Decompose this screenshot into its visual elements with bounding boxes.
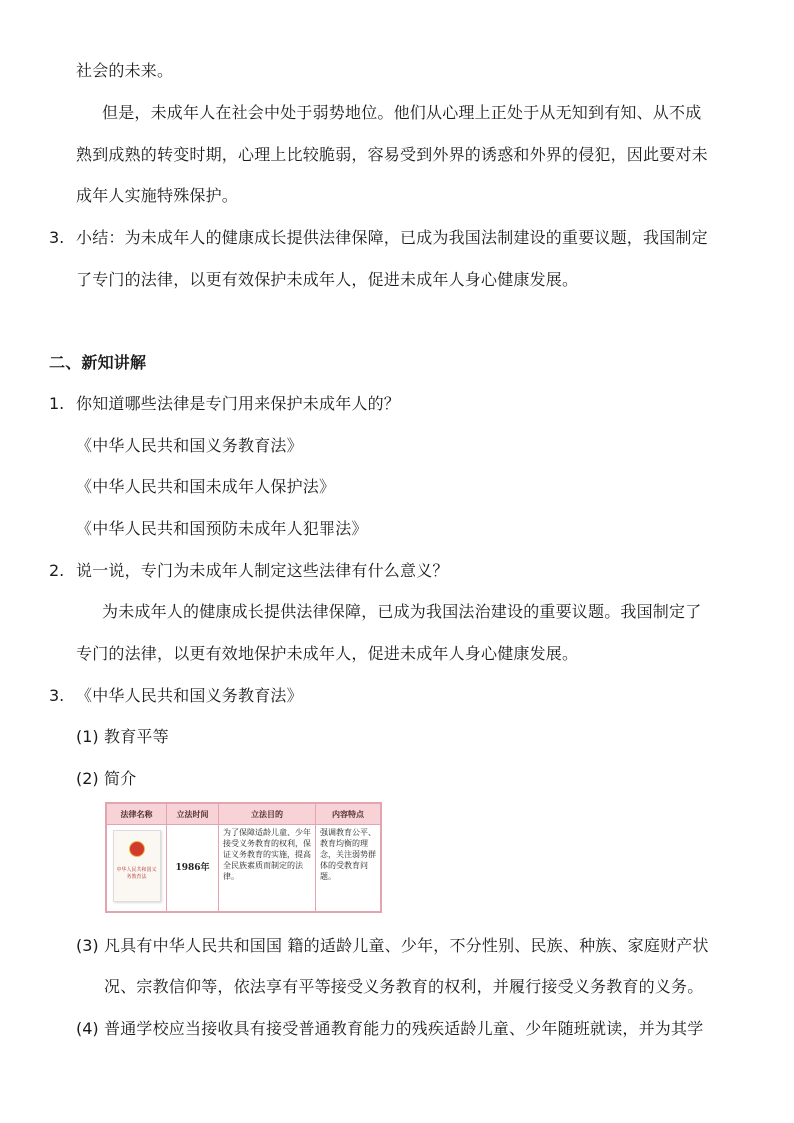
q3-p4-line-1: 普通学校应当接收具有接受普通教育能力的残疾适龄儿童、少年随班就读，并为其学 — [104, 1019, 704, 1038]
table-header-features: 内容特点 — [316, 804, 381, 825]
summary-number: 3. — [49, 228, 65, 247]
table-header-name: 法律名称 — [107, 804, 167, 825]
section-title: 二、新知讲解 — [49, 353, 147, 372]
table-cell-features: 强调教育公平、教育均衡的理念，关注弱势群体的受教育问题。 — [316, 825, 381, 912]
q3-p1-text: 教育平等 — [104, 727, 169, 746]
q3-title: 《中华人民共和国义务教育法》 — [76, 686, 303, 705]
q3-p2-text: 简介 — [104, 769, 137, 788]
q3-p3-number: (3) — [76, 936, 99, 955]
q2-text: 说一说，专门为未成年人制定这些法律有什么意义？ — [76, 561, 449, 580]
law-item: 《中华人民共和国义务教育法》 — [76, 436, 303, 455]
table-cell-book — [107, 825, 167, 912]
q3-p3-line-1: 凡具有中华人民共和国国 籍的适龄儿童、少年，不分性别、民族、种族、家庭财产状 — [104, 936, 709, 955]
q3-p3-line-2: 况、宗教信仰等，依法享有平等接受义务教育的权利，并履行接受义务教育的义务。 — [104, 977, 704, 996]
q2-answer-line-2: 专门的法律，以更有效地保护未成年人，促进未成年人身心健康发展。 — [76, 644, 579, 663]
q2-number: 2. — [49, 561, 65, 580]
law-table-image — [105, 802, 382, 913]
table-header-date: 立法时间 — [167, 804, 219, 825]
intro-line-1: 社会的未来。 — [76, 61, 174, 80]
q2-answer-line-1: 为未成年人的健康成长提供法律保障，已成为我国法治建设的重要议题。我国制定了 — [102, 602, 702, 621]
summary-line-1: 小结：为未成年人的健康成长提供法律保障，已成为我国法制建设的重要议题，我国制定 — [76, 228, 708, 247]
q3-p2-number: (2) — [76, 769, 99, 788]
law-item: 《中华人民共和国预防未成年人犯罪法》 — [76, 519, 368, 538]
intro-line-4: 成年人实施特殊保护。 — [76, 186, 239, 205]
book-title: 中华人民共和国义务教育法 — [116, 867, 157, 880]
q3-p1-number: (1) — [76, 727, 99, 746]
q3-number: 3. — [49, 686, 65, 705]
intro-line-3: 熟到成熟的转变时期，心理上比较脆弱，容易受到外界的诱惑和外界的侵犯，因此要对未 — [76, 145, 708, 164]
q1-text: 你知道哪些法律是专门用来保护未成年人的？ — [76, 394, 401, 413]
law-book-cover — [113, 830, 161, 902]
table-cell-year: 1986年 — [167, 825, 219, 912]
intro-line-2: 但是，未成年人在社会中处于弱势地位。他们从心理上正处于从无知到有知、从不成 — [102, 103, 702, 122]
q1-number: 1. — [49, 394, 65, 413]
summary-line-2: 了专门的法律，以更有效保护未成年人，促进未成年人身心健康发展。 — [76, 270, 579, 289]
law-item: 《中华人民共和国未成年人保护法》 — [76, 477, 336, 496]
national-emblem-icon — [129, 841, 145, 857]
table-header-purpose: 立法目的 — [219, 804, 316, 825]
q3-p4-number: (4) — [76, 1019, 99, 1038]
table-cell-purpose: 为了保障适龄儿童、少年接受义务教育的权利，保证义务教育的实施，提高全民族素质而制定的法律。 — [219, 825, 316, 912]
